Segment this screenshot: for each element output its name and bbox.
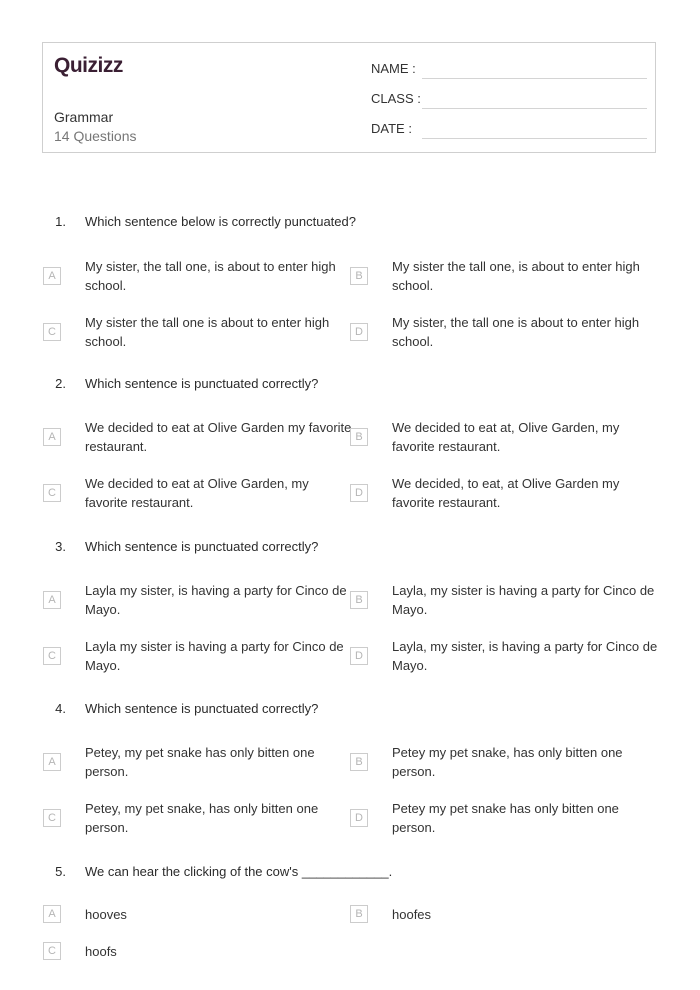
option-letter: B: [350, 267, 368, 285]
option-a[interactable]: [43, 905, 343, 925]
option-letter: B: [350, 905, 368, 923]
name-line: [422, 78, 647, 79]
question-text: Which sentence is punctuated correctly?: [85, 701, 319, 716]
question-3: [0, 539, 700, 559]
option-text: hoofs: [85, 944, 117, 959]
option-c[interactable]: [43, 799, 343, 839]
option-letter: B: [350, 428, 368, 446]
worksheet-header: [42, 42, 656, 153]
option-text: We decided to eat at, Olive Garden, my favorite restaurant.: [392, 420, 620, 454]
option-a[interactable]: [43, 581, 347, 621]
question-text: Which sentence is punctuated correctly?: [85, 539, 319, 554]
option-text: Layla my sister, is having a party for Cinco de Mayo.: [85, 583, 347, 617]
quizizz-logo: Quizizz: [54, 54, 123, 77]
option-letter: D: [350, 323, 368, 341]
option-a[interactable]: [43, 418, 352, 458]
option-letter: D: [350, 809, 368, 827]
option-letter: D: [350, 484, 368, 502]
question-number: 3.: [55, 539, 66, 554]
question-number: 1.: [55, 214, 66, 229]
question-4: [0, 701, 700, 721]
option-text: Petey my pet snake has only bitten one person.: [392, 801, 619, 835]
name-label: NAME :: [371, 61, 416, 76]
option-b[interactable]: [350, 418, 650, 458]
option-text: We decided, to eat, at Olive Garden my favorite restaurant.: [392, 476, 620, 510]
option-letter: C: [43, 647, 61, 665]
option-c[interactable]: [43, 313, 343, 353]
option-d[interactable]: [350, 799, 650, 839]
option-b[interactable]: [350, 581, 655, 621]
option-text: Layla, my sister is having a party for Cinco de Mayo.: [392, 583, 655, 617]
option-letter: C: [43, 323, 61, 341]
option-text: Petey, my pet snake, has only bitten one person.: [85, 801, 319, 835]
option-b[interactable]: [350, 905, 650, 925]
option-c[interactable]: [43, 637, 343, 677]
option-text: hoofes: [392, 907, 432, 922]
class-field[interactable]: [371, 91, 647, 111]
option-text: Petey, my pet snake has only bitten one person.: [85, 745, 315, 779]
worksheet-title: Grammar: [54, 109, 114, 125]
option-text: My sister, the tall one is about to enter high school.: [392, 315, 640, 349]
option-d[interactable]: [350, 474, 650, 514]
option-b[interactable]: [350, 743, 650, 783]
option-a[interactable]: [43, 257, 343, 297]
option-c[interactable]: [43, 942, 343, 962]
option-letter: C: [43, 942, 61, 960]
question-text: Which sentence is punctuated correctly?: [85, 376, 319, 391]
option-text: Layla my sister is having a party for Cinco de Mayo.: [85, 639, 344, 673]
option-letter: A: [43, 753, 61, 771]
option-letter: A: [43, 591, 61, 609]
option-b[interactable]: [350, 257, 650, 297]
option-text: Petey my pet snake, has only bitten one person.: [392, 745, 623, 779]
question-2: [0, 376, 700, 396]
question-5: [0, 864, 700, 884]
name-field[interactable]: [371, 61, 647, 81]
option-d[interactable]: [350, 313, 650, 353]
option-letter: B: [350, 753, 368, 771]
option-text: We decided to eat at Olive Garden my favorite restaurant.: [85, 420, 352, 454]
option-letter: C: [43, 809, 61, 827]
option-letter: A: [43, 428, 61, 446]
question-text: Which sentence below is correctly punctuated?: [85, 214, 356, 229]
date-field[interactable]: [371, 121, 647, 141]
option-c[interactable]: [43, 474, 343, 514]
option-letter: A: [43, 267, 61, 285]
class-line: [422, 108, 647, 109]
date-label: DATE :: [371, 121, 412, 136]
date-line: [422, 138, 647, 139]
question-count: 14 Questions: [54, 128, 137, 144]
option-text: hooves: [85, 907, 127, 922]
option-text: My sister the tall one is about to enter high school.: [85, 315, 330, 349]
question-text: We can hear the clicking of the cow's ____________.: [85, 864, 393, 879]
question-1: [0, 214, 700, 234]
option-text: We decided to eat at Olive Garden, my favorite restaurant.: [85, 476, 309, 510]
question-number: 2.: [55, 376, 66, 391]
option-letter: C: [43, 484, 61, 502]
option-text: Layla, my sister, is having a party for Cinco de Mayo.: [392, 639, 658, 673]
option-a[interactable]: [43, 743, 343, 783]
option-text: My sister, the tall one, is about to enter high school.: [85, 259, 336, 293]
option-letter: A: [43, 905, 61, 923]
question-number: 5.: [55, 864, 66, 879]
option-letter: D: [350, 647, 368, 665]
class-label: CLASS :: [371, 91, 421, 106]
question-number: 4.: [55, 701, 66, 716]
option-text: My sister the tall one, is about to enter high school.: [392, 259, 640, 293]
option-d[interactable]: [350, 637, 658, 677]
option-letter: B: [350, 591, 368, 609]
